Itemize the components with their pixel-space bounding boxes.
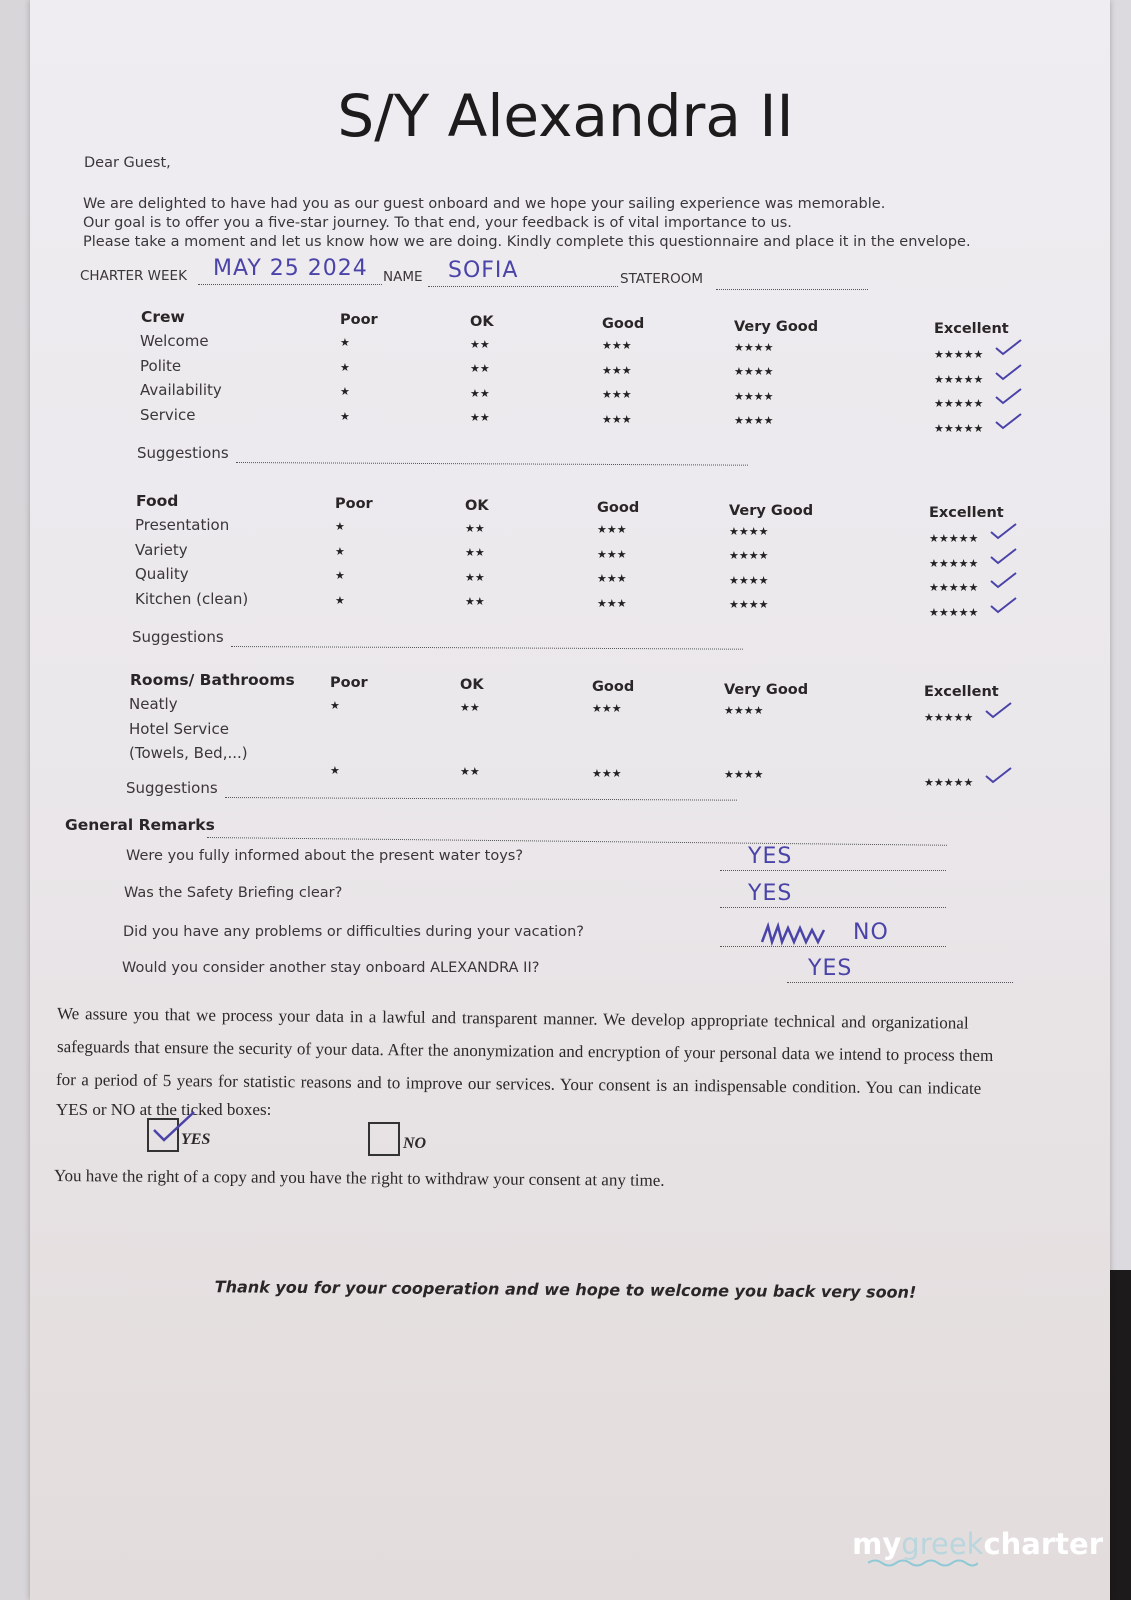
rating-option[interactable]: ★★★	[597, 524, 627, 537]
rating-header: Excellent	[934, 320, 1009, 337]
suggestions-label: Suggestions	[132, 628, 224, 646]
check-mark-icon	[989, 547, 1019, 567]
privacy-line-4: YES or NO at the ticked boxes:	[56, 1100, 272, 1119]
watermark-logo	[852, 1527, 1103, 1561]
rating-item-label: Variety	[135, 540, 188, 559]
rating-option[interactable]: ★★★	[602, 389, 632, 402]
rating-option[interactable]: ★★★★★	[934, 373, 984, 386]
rating-option[interactable]: ★★★★	[729, 550, 769, 563]
intro-line-1: We are delighted to have had you as our guest onboard and we hope your sailing experience was memorable.	[83, 196, 886, 212]
check-mark-icon	[989, 571, 1019, 591]
greeting: Dear Guest,	[84, 155, 171, 171]
rating-option[interactable]: ★	[335, 594, 345, 607]
rating-header: Good	[592, 679, 635, 696]
name-label: NAME	[383, 269, 423, 285]
rating-option[interactable]: ★★★★★	[929, 533, 979, 546]
rating-header: Poor	[335, 496, 373, 512]
rating-option[interactable]: ★★★★★	[934, 349, 984, 362]
privacy-line-3: for a period of 5 years for statistic reasons and to improve our services. Your consent is an indispensable condition. You can indicate	[55, 1070, 982, 1098]
rating-option[interactable]: ★★★	[592, 703, 622, 716]
logo-part-greek: greek	[901, 1527, 984, 1561]
consent-yes-label: YES	[181, 1131, 211, 1148]
check-mark-icon	[994, 387, 1024, 407]
rating-option[interactable]: ★★	[470, 363, 490, 376]
handwritten-answer: YES	[808, 956, 853, 981]
rating-option[interactable]: ★★	[470, 412, 490, 425]
rating-item-label: Presentation	[135, 516, 230, 534]
rating-option[interactable]: ★★★★	[724, 769, 764, 782]
stateroom-field[interactable]	[716, 289, 868, 290]
rating-option[interactable]: ★	[330, 700, 340, 712]
rating-option[interactable]: ★★★★	[734, 366, 774, 379]
check-mark-icon	[989, 522, 1019, 542]
rating-option[interactable]: ★★★	[602, 340, 632, 353]
handwritten-answer: NO	[853, 920, 889, 945]
logo-part-charter: charter	[983, 1527, 1103, 1561]
rating-option[interactable]: ★★★★	[729, 574, 769, 587]
suggestions-label: Suggestions	[126, 779, 218, 797]
rating-option[interactable]: ★★★★★	[929, 606, 979, 619]
charter-week-value[interactable]: MAY 25 2024	[213, 256, 368, 281]
rating-option[interactable]: ★★★	[597, 548, 627, 561]
rating-option[interactable]: ★★	[470, 387, 490, 400]
section-title: Food	[136, 492, 179, 510]
rating-option[interactable]: ★	[340, 361, 350, 374]
intro-line-3: Please take a moment and let us know how we are doing. Kindly complete this questionnaire and place it in the envelope.	[83, 234, 971, 250]
answer-field[interactable]	[720, 946, 946, 947]
rating-item-label: Kitchen (clean)	[135, 589, 249, 608]
rating-option[interactable]: ★★★★	[734, 390, 774, 403]
suggestions-label: Suggestions	[137, 444, 229, 462]
check-mark-icon	[984, 701, 1014, 721]
guest-name-value[interactable]: SOFIA	[448, 258, 519, 283]
rating-header: Poor	[330, 675, 368, 691]
check-mark-icon	[994, 363, 1024, 383]
rating-option[interactable]: ★	[340, 337, 350, 349]
rating-option[interactable]: ★★	[460, 701, 480, 714]
answer-field[interactable]	[720, 870, 946, 871]
rating-option[interactable]: ★	[335, 545, 345, 558]
logo-part-my: my	[852, 1527, 902, 1561]
rating-header: Very Good	[734, 318, 819, 335]
rating-option[interactable]: ★★	[465, 571, 485, 584]
privacy-line-1: We assure you that we process your data in a lawful and transparent manner. We develop appropriate technical and organizational	[56, 1004, 969, 1033]
check-mark-icon	[994, 338, 1024, 358]
rating-option[interactable]: ★	[335, 521, 345, 533]
rating-header: Good	[602, 316, 645, 333]
general-question: Did you have any problems or difficulties during your vacation?	[123, 924, 584, 940]
rating-item-label: Neatly	[129, 695, 178, 713]
general-question: Was the Safety Briefing clear?	[124, 885, 343, 901]
answer-field[interactable]	[720, 907, 946, 908]
rating-option[interactable]: ★★★★	[729, 599, 769, 612]
rating-option[interactable]: ★★	[470, 338, 490, 351]
rating-item-label: Service	[140, 405, 196, 424]
rating-option[interactable]: ★★★	[602, 413, 632, 426]
rating-option[interactable]: ★	[340, 410, 350, 423]
rating-header: Very Good	[724, 681, 809, 698]
rating-item-label: Hotel Service	[129, 719, 229, 738]
rating-option[interactable]: ★★★	[602, 364, 632, 377]
general-remarks-label: General Remarks	[65, 816, 215, 834]
rating-option[interactable]: ★★★★★	[924, 776, 974, 789]
rating-option[interactable]: ★★★★	[734, 341, 774, 354]
scribble-icon	[760, 922, 830, 948]
intro-line-2: Our goal is to offer you a five-star journey. To that end, your feedback is of vital importance to us.	[83, 215, 792, 231]
general-question: Would you consider another stay onboard ALEXANDRA II?	[122, 960, 540, 976]
rating-option[interactable]: ★★	[465, 522, 485, 535]
rating-item-label-2: (Towels, Bed,...)	[129, 743, 248, 762]
check-mark-icon	[984, 766, 1014, 786]
rating-option[interactable]: ★★★★★	[929, 557, 979, 570]
rating-option[interactable]: ★★★	[592, 767, 622, 780]
rating-header: Excellent	[924, 683, 999, 700]
logo-wave-icon	[868, 1558, 978, 1568]
general-question: Were you fully informed about the present water toys?	[126, 848, 524, 864]
consent-no-checkbox[interactable]	[368, 1122, 400, 1156]
rating-option[interactable]: ★★	[465, 596, 485, 609]
rights-text: You have the right of a copy and you have the right to withdraw your consent at any time.	[53, 1166, 665, 1190]
rating-header: Good	[597, 500, 640, 517]
consent-no-label: NO	[403, 1135, 427, 1152]
rating-option[interactable]: ★★★★★	[924, 712, 974, 725]
rating-option[interactable]: ★★★★	[734, 415, 774, 428]
rating-item-label: Polite	[140, 356, 182, 375]
privacy-line-2: safeguards that ensure the security of your data. After the anonymization and encryption of your personal data we intend to process them	[56, 1037, 994, 1065]
section-title: Crew	[141, 308, 185, 326]
check-mark-icon	[994, 412, 1024, 432]
handwritten-answer: YES	[748, 844, 793, 869]
thank-you-note: Thank you for your cooperation and we hope to welcome you back very soon!	[214, 1277, 917, 1302]
rating-header: OK	[470, 314, 494, 331]
rating-option[interactable]: ★★★★	[729, 525, 769, 538]
rating-option[interactable]: ★★	[465, 547, 485, 560]
rating-option[interactable]: ★	[335, 570, 345, 582]
rating-option[interactable]: ★	[340, 386, 350, 398]
rating-header: Very Good	[729, 502, 814, 519]
rating-option[interactable]: ★★★	[597, 573, 627, 586]
form-title: S/Y Alexandra II	[337, 82, 794, 150]
rating-header: OK	[465, 498, 489, 515]
rating-option[interactable]: ★★★★	[724, 704, 764, 717]
rating-option[interactable]: ★★★★★	[929, 582, 979, 595]
check-mark-icon	[989, 596, 1019, 616]
rating-header: Excellent	[929, 504, 1004, 521]
rating-option[interactable]: ★★★	[597, 597, 627, 610]
rating-option[interactable]: ★★	[460, 766, 480, 779]
rating-item-label: Welcome	[140, 332, 209, 350]
rating-header: Poor	[340, 312, 378, 328]
rating-item-label: Availability	[140, 381, 222, 399]
answer-field[interactable]	[787, 982, 1013, 983]
rating-option[interactable]: ★★★★★	[934, 422, 984, 435]
rating-header: OK	[460, 677, 484, 694]
charter-week-label: CHARTER WEEK	[80, 268, 187, 284]
stateroom-label: STATEROOM	[620, 271, 704, 287]
rating-item-label: Quality	[135, 565, 189, 583]
rating-option[interactable]: ★	[330, 764, 340, 777]
handwritten-answer: YES	[748, 881, 793, 906]
section-title: Rooms/ Bathrooms	[130, 671, 295, 689]
rating-option[interactable]: ★★★★★	[934, 398, 984, 411]
